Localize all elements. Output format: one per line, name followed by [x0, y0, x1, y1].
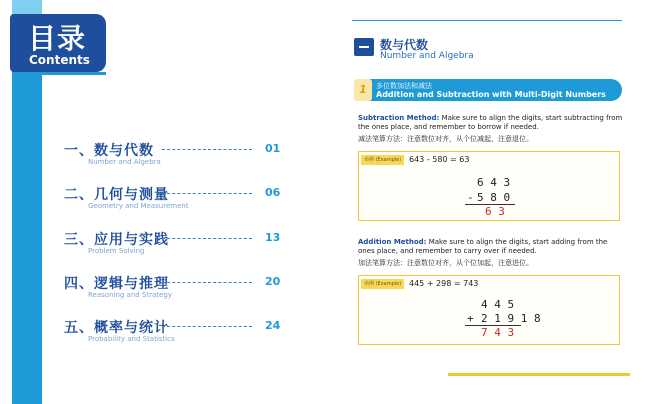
toc-entry-title: 三、应用与实践 [64, 232, 169, 248]
addition-method-zh: 加法笔算方法：注意数位对齐，从个位加起，注意进位。 [358, 259, 533, 267]
toc-leader-dots [162, 149, 252, 150]
toc-page-number: 01 [265, 142, 281, 155]
addition-method-body: Make sure to align the digits, start adding from the ones place, and remember to carry over if needed. [358, 238, 608, 255]
subtraction-method-label: Subtraction Method: [358, 114, 440, 122]
contents-title-zh: 目录 [28, 22, 87, 55]
toc-entry-5[interactable] [64, 317, 284, 353]
toc-entry-3[interactable] [64, 229, 284, 265]
toc-entry-title: 一、数与代数 [64, 143, 154, 159]
example-tag: 举例 (Example) [361, 279, 404, 289]
toc-page-number: 24 [265, 319, 281, 332]
example-equation: 643 - 580 = 63 [409, 155, 470, 164]
topic-number: 1 [359, 83, 367, 96]
toc-page-number: 13 [265, 231, 281, 244]
topic-banner [362, 79, 622, 101]
calc-sum-value: 7 4 3 [481, 326, 515, 339]
toc-page-number: 20 [265, 275, 281, 288]
contents-title-box [10, 14, 106, 72]
subtraction-method-body: Make sure to align the digits, start subtracting from the ones place, and remember to borrow if needed. [358, 114, 623, 131]
calc-sum [481, 326, 514, 339]
toc-entry-title: 四、逻辑与推理 [64, 276, 169, 292]
addition-example-box [358, 275, 620, 345]
calc-operator: + [467, 312, 474, 325]
topic-number-badge [354, 79, 372, 101]
toc-entry-title: 五、概率与统计 [64, 320, 169, 336]
calc-addend-bottom: 2 1 9 1 8 [481, 312, 541, 325]
topic-title-zh: 多位数加法和减法 [376, 82, 432, 90]
toc-entry-subtitle: Number and Algebra [88, 158, 161, 166]
toc-entry-2[interactable] [64, 184, 284, 220]
title-underline [14, 72, 106, 75]
top-rule [352, 20, 622, 21]
example-tag: 举例 (Example) [361, 155, 404, 165]
toc-entry-1[interactable] [64, 140, 284, 176]
calc-subtrahend: 5 8 0 [477, 191, 511, 204]
right-page [352, 0, 632, 404]
toc-entry-subtitle: Probability and Statistics [88, 335, 175, 343]
toc-page-number: 06 [265, 186, 281, 199]
toc-entry-title: 二、几何与测量 [64, 187, 169, 203]
toc-leader-dots [162, 282, 252, 283]
section-number-badge [354, 38, 374, 56]
subtraction-method-text [358, 114, 624, 132]
subtraction-example-box [358, 151, 620, 221]
section-title-en: Number and Algebra [380, 51, 474, 61]
section-number-dash [359, 46, 369, 48]
calc-difference [485, 205, 505, 218]
addition-method-text [358, 238, 624, 256]
addition-method-label: Addition Method: [358, 238, 427, 246]
toc-entry-subtitle: Reasoning and Strategy [88, 291, 172, 299]
calc-operator: - [467, 191, 474, 204]
topic-title-en: Addition and Subtraction with Multi-Digit Numbers [376, 90, 606, 99]
calc-minuend: 6 4 3 [477, 176, 511, 189]
contents-title-en: Contents [29, 53, 90, 67]
section-title-zh: 数与代数 [380, 38, 429, 52]
toc-entry-subtitle: Problem Solving [88, 247, 145, 255]
calc-addend-top: 4 4 5 [481, 298, 515, 311]
subtraction-method-zh: 减法笔算方法：注意数位对齐，从个位减起，注意退位。 [358, 135, 533, 143]
example-equation: 445 + 298 = 743 [409, 279, 479, 288]
toc-leader-dots [162, 238, 252, 239]
toc-leader-dots [162, 326, 252, 327]
calc-difference-value: 6 3 [485, 205, 505, 218]
bottom-rule [448, 373, 630, 376]
toc-entry-subtitle: Geometry and Measurement [88, 202, 189, 210]
left-page-stripe-top [12, 0, 42, 14]
toc-leader-dots [162, 193, 252, 194]
toc-entry-4[interactable] [64, 273, 284, 309]
